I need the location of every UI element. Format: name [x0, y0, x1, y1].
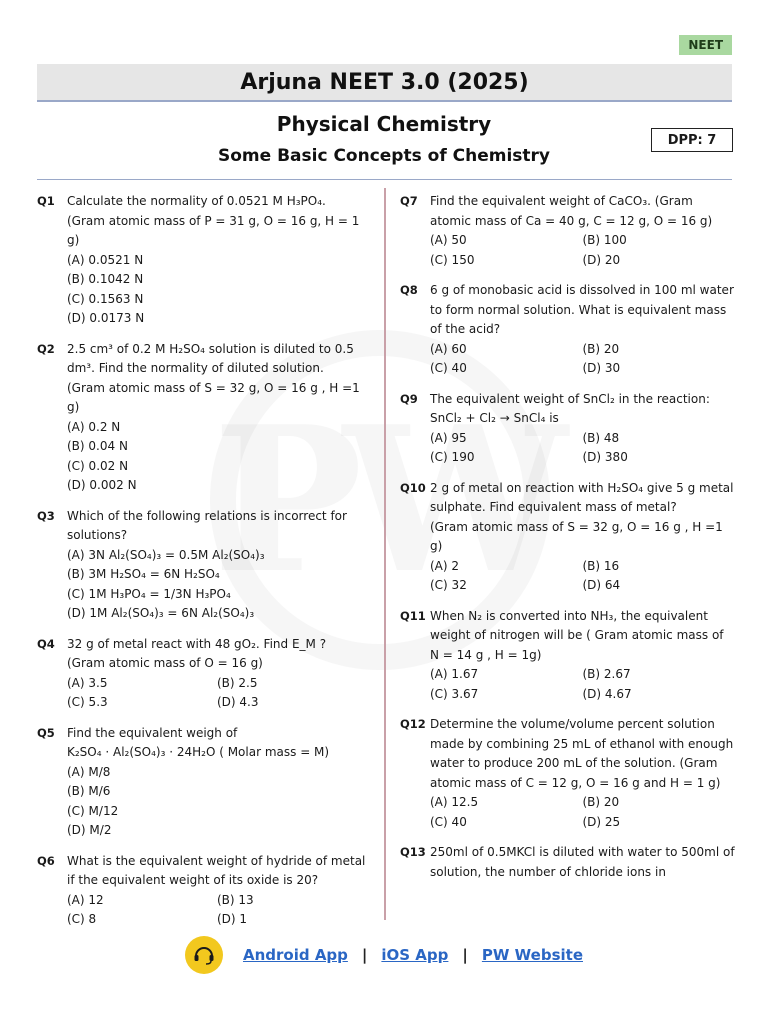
question-q4	[37, 635, 367, 713]
question-text: The equivalent weight of SnCl₂ in the reaction: SnCl₂ + Cl₂ → SnCl₄ is	[430, 391, 710, 425]
answer-option[interactable]: (D) 380	[582, 450, 628, 464]
answer-option[interactable]: (A) 95	[430, 430, 467, 445]
separator: |	[462, 946, 468, 964]
document-title: Arjuna NEET 3.0 (2025)	[37, 64, 732, 102]
answer-options	[430, 340, 735, 379]
column-divider	[384, 188, 386, 920]
answer-option[interactable]: (D) 25	[582, 814, 621, 829]
answer-option[interactable]: (B) 100	[582, 233, 627, 247]
answer-option[interactable]: (D) 0.002 N	[67, 478, 137, 492]
answer-options	[430, 557, 735, 596]
question-q10	[400, 479, 735, 596]
answer-option[interactable]: (B) 0.04 N	[67, 439, 128, 453]
header-rule	[37, 179, 732, 180]
question-text: 6 g of monobasic acid is dissolved in 100 ml water to form normal solution. What is equivalent mass of the acid?	[430, 283, 734, 336]
question-text: Find the equivalent weight of CaCO₃. (Gram atomic mass of Ca = 40 g, C = 12 g, O = 16 g)	[430, 194, 713, 228]
answer-option[interactable]: (A) 60	[430, 341, 467, 356]
answer-option[interactable]: (A) 50	[430, 233, 467, 247]
answer-options	[67, 418, 367, 496]
answer-option[interactable]: (B) 2.67	[582, 667, 631, 681]
answer-option[interactable]: (C) 5.3	[67, 695, 108, 709]
answer-option[interactable]: (C) 1M H₃PO₄ = 1/3N H₃PO₄	[67, 586, 231, 601]
question-text: Calculate the normality of 0.0521 M H₃PO₄. (Gram atomic mass of P = 31 g, O = 16 g, H = 1 g)	[67, 194, 360, 247]
answer-option[interactable]: (D) 64	[582, 578, 621, 592]
answer-option[interactable]: (B) 16	[582, 558, 620, 573]
answer-option[interactable]: (C) 150	[430, 252, 475, 267]
customer-service-icon[interactable]	[185, 936, 223, 974]
question-number: Q4	[37, 636, 55, 651]
answer-option[interactable]: (B) 0.1042 N	[67, 272, 144, 286]
question-text: Find the equivalent weigh of K₂SO₄ · Al₂(SO₄)₃ · 24H₂O ( Molar mass = M)	[67, 725, 330, 759]
question-number: Q2	[37, 341, 55, 356]
answer-option[interactable]: (D) 1M Al₂(SO₄)₃ = 6N Al₂(SO₄)₃	[67, 606, 255, 620]
answer-option[interactable]: (C) 40	[430, 814, 467, 829]
answer-options	[430, 665, 735, 704]
question-text: 32 g of metal react with 48 gO₂. Find E_M ? (Gram atomic mass of O = 16 g)	[67, 636, 327, 670]
question-q11	[400, 607, 735, 705]
answer-options	[67, 674, 367, 713]
answer-option[interactable]: (C) 0.1563 N	[67, 291, 144, 306]
question-number: Q3	[37, 508, 55, 523]
question-q2	[37, 340, 367, 496]
footer-links	[0, 936, 768, 974]
answer-option[interactable]: (A) 3N Al₂(SO₄)₃ = 0.5M Al₂(SO₄)₃	[67, 547, 265, 562]
question-text: 2 g of metal on reaction with H₂SO₄ give 5 g metal sulphate. Find equivalent mass of metal? (Gram atomic mass of S = 32 g, O = 16 g , H =1 g)	[430, 480, 734, 553]
question-text: 2.5 cm³ of 0.2 M H₂SO₄ solution is diluted to 0.5 dm³. Find the normality of diluted solution. (Gram atomic mass of S = 32 g, O = 16 g , H =1 g)	[67, 341, 360, 414]
question-q7	[400, 192, 735, 270]
left-column	[37, 192, 367, 941]
answer-options	[430, 793, 735, 832]
question-number: Q1	[37, 194, 55, 208]
answer-option[interactable]: (A) 3.5	[67, 675, 108, 690]
answer-option[interactable]: (B) 2.5	[217, 675, 258, 690]
answer-option[interactable]: (B) 13	[217, 892, 254, 907]
question-number: Q11	[400, 608, 426, 623]
question-number: Q13	[400, 845, 426, 859]
answer-option[interactable]: (B) 20	[582, 795, 620, 809]
question-number: Q5	[37, 725, 55, 740]
question-q13	[400, 843, 735, 882]
answer-option[interactable]: (D) 4.67	[582, 686, 632, 701]
question-q9	[400, 390, 735, 468]
subject-heading: Physical Chemistry	[276, 112, 492, 136]
question-number: Q12	[400, 717, 426, 731]
answer-option[interactable]: (C) 32	[430, 578, 467, 592]
answer-option[interactable]: (C) 40	[430, 361, 467, 375]
answer-option[interactable]: (A) 0.2 N	[67, 419, 121, 434]
answer-options	[67, 251, 367, 329]
answer-option[interactable]: (B) 3M H₂SO₄ = 6N H₂SO₄	[67, 567, 220, 581]
answer-option[interactable]: (C) 8	[67, 912, 97, 926]
exam-tag: NEET	[679, 35, 732, 55]
answer-option[interactable]: (A) 12	[67, 892, 104, 907]
answer-option[interactable]: (A) M/8	[67, 764, 111, 779]
question-number: Q10	[400, 480, 426, 495]
separator: |	[361, 946, 368, 964]
answer-options	[67, 763, 367, 841]
answer-option[interactable]: (C) 0.02 N	[67, 458, 129, 473]
answer-options	[67, 891, 367, 930]
answer-options	[67, 546, 367, 624]
answer-option[interactable]: (C) M/12	[67, 803, 119, 818]
dpp-badge: DPP: 7	[651, 128, 733, 152]
answer-option[interactable]: (A) 2	[430, 558, 460, 573]
question-text: Which of the following relations is incorrect for solutions?	[67, 508, 347, 542]
question-q1	[37, 192, 367, 329]
ios-app-link[interactable]: iOS App	[381, 946, 449, 964]
answer-option[interactable]: (A) 1.67	[430, 667, 479, 681]
answer-option[interactable]: (A) 12.5	[430, 795, 479, 809]
android-app-link[interactable]: Android App	[242, 946, 348, 964]
question-q3	[37, 507, 367, 624]
chapter-heading: Some Basic Concepts of Chemistry	[217, 146, 550, 166]
answer-option[interactable]: (B) 48	[582, 430, 620, 445]
answer-option[interactable]: (C) 3.67	[430, 686, 479, 701]
answer-option[interactable]: (A) 0.0521 N	[67, 252, 144, 267]
question-q5	[37, 724, 367, 841]
question-q8	[400, 281, 735, 379]
answer-option[interactable]: (D) 1	[217, 912, 248, 926]
question-text: Determine the volume/volume percent solution made by combining 25 mL of ethanol with enough water to produce 200 mL of the solution. (Gram atomic mass of C = 12 g, O = 16 g and H = 1 g)	[430, 717, 734, 790]
answer-option[interactable]: (D) 30	[582, 361, 621, 375]
answer-option[interactable]: (D) 20	[582, 252, 621, 267]
question-number: Q6	[37, 853, 55, 868]
question-number: Q7	[400, 194, 418, 208]
question-number: Q8	[400, 283, 418, 297]
question-q6	[37, 852, 367, 930]
right-column	[400, 192, 735, 893]
answer-option[interactable]: (C) 190	[430, 450, 475, 464]
question-text: When N₂ is converted into NH₃, the equivalent weight of nitrogen will be ( Gram atomic mass of N = 14 g , H = 1g)	[430, 608, 724, 662]
question-text: What is the equivalent weight of hydride of metal if the equivalent weight of its oxide is 20?	[67, 853, 366, 887]
question-q12	[400, 715, 735, 832]
question-text: 250ml of 0.5MKCl is diluted with water to 500ml of solution, the number of chloride ions in	[430, 845, 735, 879]
pw-website-link[interactable]: PW Website	[481, 946, 583, 964]
question-number: Q9	[400, 391, 418, 406]
answer-option[interactable]: (B) 20	[582, 341, 620, 356]
answer-option[interactable]: (D) M/2	[67, 823, 112, 837]
answer-option[interactable]: (D) 0.0173 N	[67, 311, 145, 325]
answer-options	[430, 231, 735, 270]
answer-option[interactable]: (D) 4.3	[217, 695, 259, 709]
answer-options	[430, 429, 735, 468]
answer-option[interactable]: (B) M/6	[67, 784, 111, 798]
